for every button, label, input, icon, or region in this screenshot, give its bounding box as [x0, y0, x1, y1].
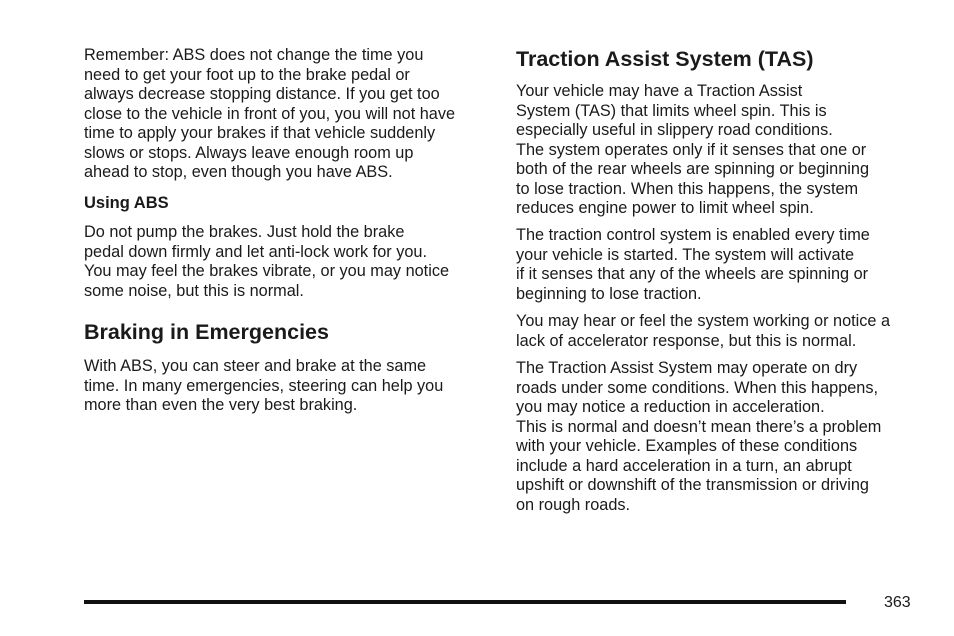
abs-reminder-paragraph: Remember: ABS does not change the time you need to get your foot up to the brake pedal or always decrease stopping distance. If you get too close to the vehicle in front of you, you will not have time to apply your brakes if that vehicle suddenly slows or stops. Always leave enough room up ahead to stop, even though you have ABS. — [84, 46, 456, 181]
using-abs-heading: Using ABS — [84, 194, 169, 212]
tas-paragraph-3: You may hear or feel the system working or notice a lack of accelerator response, but this is normal. — [516, 312, 891, 350]
tas-heading: Traction Assist System (TAS) — [516, 47, 814, 71]
tas-paragraph-4: The Traction Assist System may operate on dry roads under some conditions. When this happens, you may notice a reduction in acceleration. This is normal and doesn’t mean there’s a problem with your vehicle. Examples of these conditions include a hard acceleration in a turn, an abrupt upshift or downshift of the transmission or driving on rough roads. — [516, 359, 882, 514]
footer-rule — [84, 600, 846, 604]
using-abs-paragraph: Do not pump the brakes. Just hold the brake pedal down firmly and let anti-lock work for you. You may feel the brakes vibrate, or you may notice some noise, but this is normal. — [84, 223, 450, 300]
tas-paragraph-1: Your vehicle may have a Traction Assist System (TAS) that limits wheel spin. This is especially useful in slippery road conditions. The system operates only if it senses that one or both of the rear wheels are spinning or beginning to lose traction. When this happens, the system reduces engine power to limit wheel spin. — [516, 82, 869, 217]
braking-emergencies-heading: Braking in Emergencies — [84, 320, 329, 344]
braking-emergencies-paragraph: With ABS, you can steer and brake at the same time. In many emergencies, steering can help you more than even the very best braking. — [84, 357, 444, 414]
tas-paragraph-2: The traction control system is enabled every time your vehicle is started. The system will activate if it senses that any of the wheels are spinning or beginning to lose traction. — [516, 226, 870, 303]
page-number: 363 — [884, 594, 911, 611]
